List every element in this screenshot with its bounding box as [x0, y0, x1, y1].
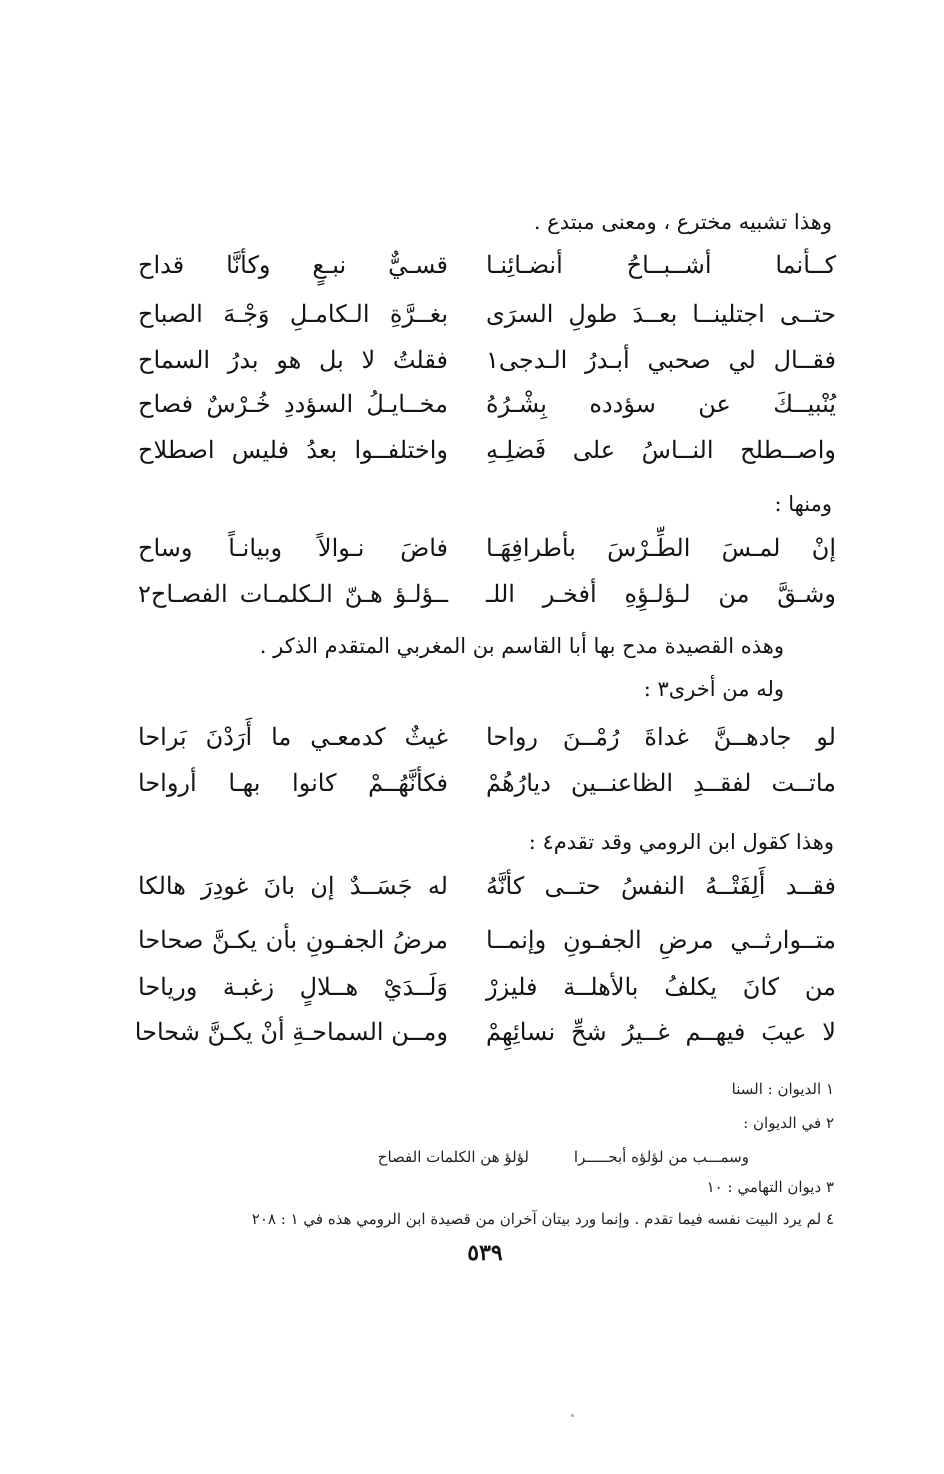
verse-1-first-hemistich: كــأنما أشــبــاحُ أنضـائِنـا — [486, 251, 836, 279]
verse-12-second-hemistich: وَلَــدَيْ هــلالٍ زغبـة ورياحا — [138, 973, 448, 1001]
verse-3-second-hemistich: فقلتُ لا بل هو بدرُ السماح — [138, 346, 448, 374]
qasida-note: وهذه القصيدة مدح بها أبا القاسم بن المغربي المتقدم الذكر . — [259, 634, 784, 658]
verse-8-second-hemistich: غيثٌ كدمعـي ما أَرَدْنَ بَراحا — [138, 723, 448, 751]
verse-12 — [138, 967, 836, 1007]
verse-4-first-hemistich: يُنْبيــكَ عن سؤدده بِشْـرُهُ — [486, 390, 836, 418]
verse-7 — [138, 574, 836, 614]
verse-12-first-hemistich: من كانَ يكلفُ بالأهلــة فليزرْ — [486, 973, 836, 1001]
lahu-min-ukhra: وله من أخرى٣ : — [643, 677, 784, 701]
verse-11-second-hemistich: مرضُ الجفـونِ بأن يكـنَّ صحاحا — [138, 926, 448, 954]
footnote-3: ٣ ديوان التهامي : ١٠ — [706, 1178, 834, 1196]
verse-3 — [138, 340, 836, 380]
verse-4-second-hemistich: مخــايـلُ السؤددِ خُـرْسٌ فصاح — [138, 390, 448, 418]
verse-2 — [138, 294, 836, 334]
intro-line: وهذا تشبيه مخترع ، ومعنى مبتدع . — [533, 210, 832, 234]
verse-8-first-hemistich: لو جادهــنَّ غداةَ رُمْــنَ رواحا — [486, 723, 836, 751]
verse-5-second-hemistich: واختلفــوا بعدُ فليس اصطلاح — [138, 436, 448, 464]
verse-2-second-hemistich: بغــرَّةِ الـكامـلِ وَجْـهَ الصباح — [138, 300, 448, 328]
verse-11 — [138, 920, 836, 960]
minha-line: ومنها : — [774, 492, 832, 516]
verse-5-first-hemistich: واصــطلح النــاسُ على فَضلِـهِ — [486, 436, 836, 464]
verse-9-first-hemistich: ماتــت لفقــدِ الظاعنــين ديارُهُمْ — [486, 769, 836, 797]
verse-10-first-hemistich: فقــد أَلِفَتْــهُ النفسُ حتــى كأنَّهُ — [486, 872, 836, 900]
verse-8 — [138, 717, 836, 757]
verse-7-second-hemistich: ــؤلـؤ هـنّ الـكلمـات الفصـاح٢ — [138, 580, 448, 608]
verse-1-second-hemistich: قسـيٌّ نبـعٍ وكأنَّا قداح — [138, 251, 448, 279]
verse-13-first-hemistich: لا عيبَ فيهــم غــيرُ شحِّ نسائِهِمْ — [486, 1018, 836, 1046]
footnote-2-verse-second-hemistich: لؤلؤ هن الكلمات الفصاح — [377, 1148, 529, 1166]
footnote-4: ٤ لم يرد البيت نفسه فيما تقدم . وإنما ورد بيتان آخران من قصيدة ابن الرومي هذه في ١ : ٢٠٨ — [251, 1210, 834, 1228]
verse-3-first-hemistich: فقــال لي صحبي أبـدرُ الـدجى١ — [486, 346, 836, 374]
verse-9 — [138, 763, 836, 803]
scan-speck — [571, 1414, 574, 1417]
footnote-2-verse-first-hemistich: وسمـــب من لؤلؤه أبحـــــرا — [573, 1148, 749, 1166]
hadha-kaqawl-line: وهذا كقول ابن الرومي وقد تقدم٤ : — [528, 830, 834, 854]
verse-10 — [138, 866, 836, 906]
verse-10-second-hemistich: له جَسَــدٌ إن بانَ غودِرَ هالكا — [138, 872, 448, 900]
verse-7-first-hemistich: وشـقَّ من لـؤلـؤِهِ أفخـر اللـ — [486, 580, 836, 608]
verse-13 — [134, 1012, 836, 1052]
page-number: ٥٣٩ — [467, 1240, 503, 1266]
verse-11-first-hemistich: متــوارثــي مرضِ الجفـونِ وإنمــا — [486, 926, 836, 954]
verse-9-second-hemistich: فكأنَّهُــمْ كانوا بهـا أرواحا — [138, 769, 448, 797]
verse-6 — [138, 528, 836, 568]
verse-13-second-hemistich: ومــن السماحـةِ أنْ يكـنَّ شحاحا — [134, 1018, 448, 1046]
footnote-2: ٢ في الديوان : — [743, 1114, 834, 1132]
footnote-1: ١ الديوان : السنا — [731, 1080, 834, 1098]
verse-2-first-hemistich: حتــى اجتلينــا بعــدَ طولِ السرَى — [486, 300, 836, 328]
verse-4 — [138, 384, 836, 424]
verse-5 — [138, 430, 836, 470]
verse-6-first-hemistich: إنْ لمـسَ الطِّـرْسَ بأطرافِهَـا — [486, 534, 836, 562]
verse-6-second-hemistich: فاضَ نـوالاً وبيانـاً وساح — [138, 534, 448, 562]
verse-1 — [138, 245, 836, 285]
